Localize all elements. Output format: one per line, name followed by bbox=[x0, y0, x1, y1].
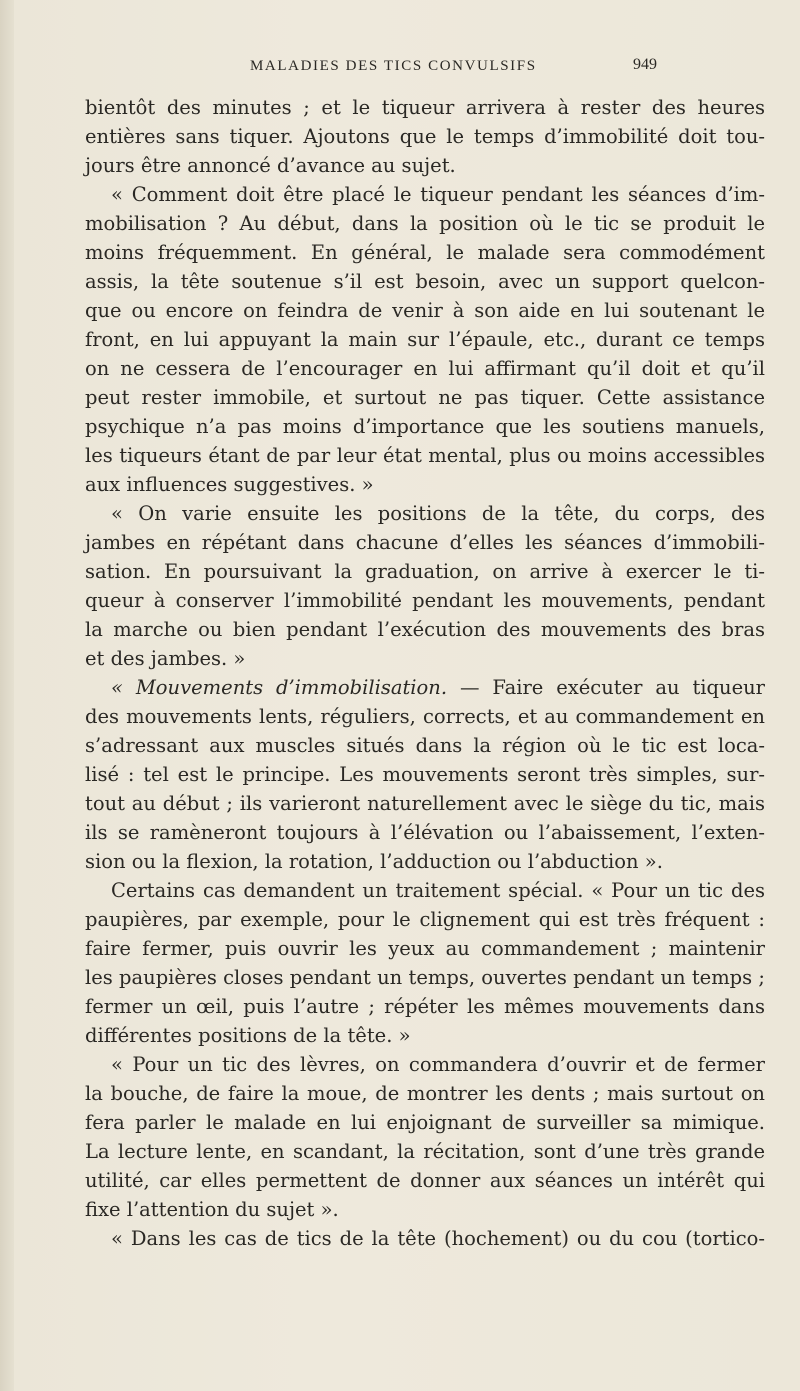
text-line: mobilisation ? Au début, dans la position où le tic se produit le bbox=[85, 212, 765, 235]
text-line: queur à conserver l’immobilité pendant les mouvements, pendant bbox=[85, 589, 765, 612]
text-line: fixe l’attention du sujet ». bbox=[85, 1198, 339, 1221]
text-line: les tiqueurs étant de par leur état mental, plus ou moins accessibles bbox=[85, 444, 765, 467]
body-text bbox=[85, 93, 765, 1253]
text-line: les paupières closes pendant un temps, ouvertes pendant un temps ; bbox=[85, 966, 765, 989]
text-line: front, en lui appuyant la main sur l’épaule, etc., durant ce temps bbox=[85, 328, 765, 351]
text-line: utilité, car elles permettent de donner aux séances un intérêt qui bbox=[85, 1169, 765, 1192]
text-line: « Dans les cas de tics de la tête (hochement) ou du cou (tortico- bbox=[111, 1227, 765, 1250]
page-header bbox=[250, 56, 657, 82]
text-line: aux influences suggestives. » bbox=[85, 473, 374, 496]
text-line: que ou encore on feindra de venir à son aide en lui soutenant le bbox=[85, 299, 765, 322]
text-line: fermer un œil, puis l’autre ; répéter les mêmes mouvements dans bbox=[85, 995, 765, 1018]
text-line: La lecture lente, en scandant, la récitation, sont d’une très grande bbox=[85, 1140, 765, 1163]
text-line: « Comment doit être placé le tiqueur pendant les séances d’im- bbox=[111, 183, 765, 206]
text-line: jambes en répétant dans chacune d’elles les séances d’immobili- bbox=[85, 531, 765, 554]
text-line: peut rester immobile, et surtout ne pas tiquer. Cette assistance bbox=[85, 386, 765, 409]
text-line: faire fermer, puis ouvrir les yeux au commandement ; maintenir bbox=[85, 937, 765, 960]
text-line: sion ou la flexion, la rotation, l’adduction ou l’abduction ». bbox=[85, 850, 663, 873]
text-line: sation. En poursuivant la graduation, on arrive à exercer le ti- bbox=[85, 560, 765, 583]
text-line: « On varie ensuite les positions de la tête, du corps, des bbox=[111, 502, 765, 525]
text-line: s’adressant aux muscles situés dans la région où le tic est loca- bbox=[85, 734, 765, 757]
running-title: MALADIES DES TICS CONVULSIFS bbox=[250, 58, 537, 74]
text-line: ils se ramèneront toujours à l’élévation ou l’abaissement, l’exten- bbox=[85, 821, 765, 844]
text-line: et des jambes. » bbox=[85, 647, 246, 670]
text-line: bientôt des minutes ; et le tiqueur arrivera à rester des heures bbox=[85, 96, 765, 119]
text-line: psychique n’a pas moins d’importance que les soutiens manuels, bbox=[85, 415, 765, 438]
text-line bbox=[85, 673, 765, 702]
page-gutter bbox=[0, 0, 14, 1391]
text-line: jours être annoncé d’avance au sujet. bbox=[85, 154, 456, 177]
page-number: 949 bbox=[633, 56, 657, 73]
text-line: entières sans tiquer. Ajoutons que le temps d’immobilité doit tou- bbox=[85, 125, 765, 148]
text-line: différentes positions de la tête. » bbox=[85, 1024, 411, 1047]
text-line: tout au début ; ils varieront naturellement avec le siège du tic, mais bbox=[85, 792, 765, 815]
text-line: paupières, par exemple, pour le clignement qui est très fréquent : bbox=[85, 908, 765, 931]
text-line: la marche ou bien pendant l’exécution des mouvements des bras bbox=[85, 618, 765, 641]
text-line: fera parler le malade en lui enjoignant de surveiller sa mimique. bbox=[85, 1111, 765, 1134]
text-line: moins fréquemment. En général, le malade sera commodément bbox=[85, 241, 765, 264]
line-text: — Faire exécuter au tiqueur bbox=[459, 676, 766, 699]
text-line: la bouche, de faire la moue, de montrer les dents ; mais surtout on bbox=[85, 1082, 765, 1105]
italic-heading: « Mouvements d’immobilisation. bbox=[111, 676, 448, 699]
text-line: des mouvements lents, réguliers, corrects, et au commandement en bbox=[85, 705, 765, 728]
text-line: « Pour un tic des lèvres, on commandera d’ouvrir et de fermer bbox=[111, 1053, 765, 1076]
text-line: Certains cas demandent un traitement spécial. « Pour un tic des bbox=[111, 879, 765, 902]
text-line: assis, la tête soutenue s’il est besoin, avec un support quelcon- bbox=[85, 270, 765, 293]
text-line: on ne cessera de l’encourager en lui affirmant qu’il doit et qu’il bbox=[85, 357, 765, 380]
text-line: lisé : tel est le principe. Les mouvements seront très simples, sur- bbox=[85, 763, 765, 786]
